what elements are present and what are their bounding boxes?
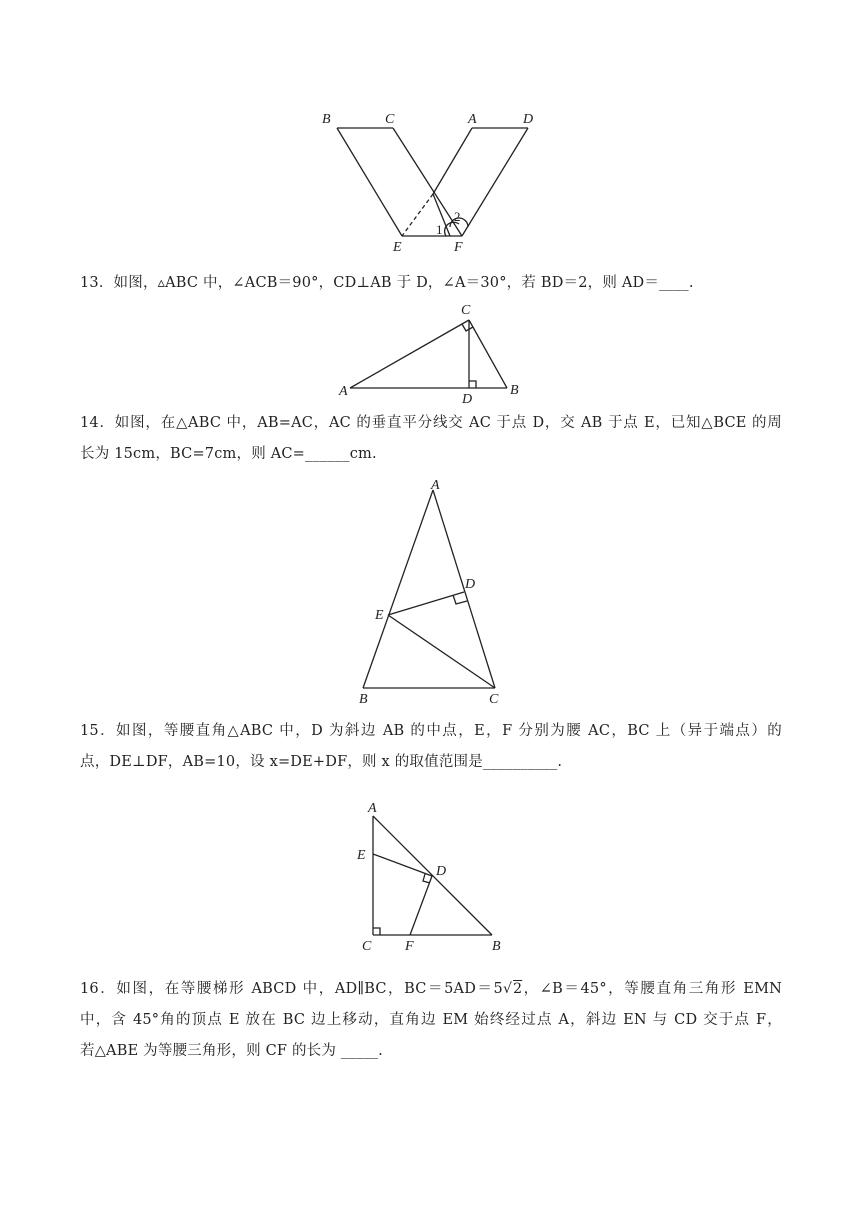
sqrt-radicand: 2	[513, 981, 523, 997]
sqrt-symbol: √2	[502, 981, 523, 997]
label-d: D	[523, 112, 534, 127]
figure-isosceles-right-triangle-svg	[357, 796, 517, 956]
label-f: F	[454, 240, 463, 255]
label-e: E	[393, 240, 402, 255]
label-b: B	[492, 939, 501, 954]
label-angle-2: 2	[454, 209, 461, 224]
label-e: E	[375, 608, 384, 623]
segment-cf	[393, 128, 462, 236]
question-15-line-2: 点，DE⊥DF，AB=10，设 x=DE+DF，则 x 的取值范围是__________.	[80, 754, 563, 770]
label-b: B	[322, 112, 331, 127]
figure-parallelograms	[310, 106, 550, 256]
question-14-line-1: 14．如图，在△ABC 中，AB=AC，AC 的垂直平分线交 AC 于点 D，交 AB 于点 E，已知△BCE 的周	[80, 415, 782, 431]
right-angle-c	[373, 928, 380, 935]
figure-isosceles-triangle	[355, 476, 515, 706]
question-14	[80, 408, 782, 470]
question-13-text: 13．如图，▵ABC 中，∠ACB＝90°，CD⊥AB 于 D，∠A＝30°，若 BD＝2，则 AD＝____.	[80, 275, 694, 291]
question-14-line-2: 长为 15cm，BC=7cm，则 AC=______cm.	[80, 446, 377, 462]
segment-ab	[373, 816, 492, 935]
label-d: D	[465, 577, 476, 592]
label-a: A	[431, 478, 440, 493]
segment-ac	[350, 320, 469, 388]
figure-isosceles-triangle-svg	[355, 476, 515, 706]
segment-df	[462, 128, 528, 236]
label-angle-1: 1	[436, 222, 443, 237]
label-d: D	[462, 392, 473, 407]
segment-ac	[433, 490, 495, 688]
figure-right-triangle-svg	[335, 298, 535, 408]
question-16-line-1-post: ，∠B＝45°，等腰直角三角形 EMN	[522, 981, 782, 997]
label-a: A	[468, 112, 477, 127]
segment-ec	[388, 615, 495, 688]
segment-be	[337, 128, 402, 236]
label-a: A	[339, 384, 348, 399]
segment-dashed	[402, 194, 433, 236]
label-a: A	[368, 801, 377, 816]
label-c: C	[385, 112, 395, 127]
question-16-line-1	[80, 974, 782, 1005]
label-c: C	[461, 303, 471, 318]
segment-ab	[363, 490, 433, 688]
segment-af-upper	[433, 128, 472, 194]
segment-cb	[469, 320, 507, 388]
label-b: B	[510, 383, 519, 398]
label-f: F	[405, 939, 414, 954]
label-c: C	[362, 939, 372, 954]
label-e: E	[357, 848, 366, 863]
label-d: D	[436, 864, 447, 879]
segment-df	[410, 876, 432, 935]
right-angle-d	[453, 595, 467, 604]
question-15-line-1: 15．如图，等腰直角△ABC 中，D 为斜边 AB 的中点，E，F 分别为腰 AC，BC 上（异于端点）的	[80, 723, 782, 739]
question-15	[80, 716, 782, 778]
question-16-line-2: 中，含 45°角的顶点 E 放在 BC 边上移动，直角边 EM 始终经过点 A，斜边 EN 与 CD 交于点 F，	[80, 1012, 782, 1028]
question-13	[80, 268, 782, 299]
question-16	[80, 974, 782, 1067]
segment-ed	[373, 854, 432, 876]
figure-parallelograms-svg	[310, 106, 550, 256]
question-16-line-1-pre: 16．如图，在等腰梯形 ABCD 中，AD∥BC，BC＝5AD＝5	[80, 981, 503, 997]
question-16-line-3: 若△ABE 为等腰三角形，则 CF 的长为 _____.	[80, 1043, 383, 1059]
figure-isosceles-right-triangle	[357, 796, 517, 956]
right-angle-d	[469, 381, 476, 388]
figure-right-triangle	[335, 298, 535, 408]
label-c: C	[489, 692, 499, 707]
label-b: B	[359, 692, 368, 707]
